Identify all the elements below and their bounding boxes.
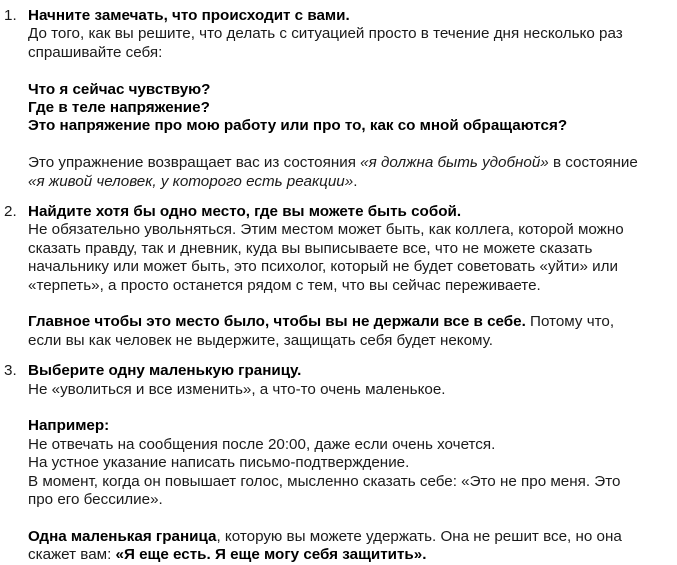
- closing-line-1: Это упражнение возвращает вас из состояния «я должна быть удобной» в состояние: [28, 154, 638, 172]
- example-line: Не отвечать на сообщения после 20:00, даже если очень хочется.: [28, 435, 496, 453]
- body-line: начальнику или может быть, это психолог, который не будет советовать «уйти» или: [28, 258, 618, 276]
- list-number: 3.: [4, 362, 17, 380]
- question: Это напряжение про мою работу или про то, как со мной обращаются?: [28, 117, 568, 135]
- question: Что я сейчас чувствую?: [28, 80, 211, 98]
- body-line: Не обязательно увольняться. Этим местом может быть, как коллега, которой можно: [28, 221, 624, 239]
- list-item-2: [0, 203, 677, 350]
- final-line-1: Одна маленькая граница, которую вы можете удержать. Она не решит все, но она: [28, 527, 622, 545]
- example-line: В момент, когда он повышает голос, мысленно сказать себе: «Это не про меня. Это: [28, 472, 621, 490]
- emphasis-line-1: Главное чтобы это место было, чтобы вы не держали все в себе. Потому что,: [28, 313, 615, 331]
- body-line: «терпеть», а просто останется рядом с тем, что вы сейчас переживаете.: [28, 276, 541, 294]
- intro-line: Не «уволиться и все изменить», а что-то очень маленькое.: [28, 380, 446, 398]
- example-heading: Например:: [28, 417, 110, 435]
- emphasis-line-2: если вы как человек не выдержите, защищать себя будет некому.: [28, 331, 493, 349]
- item-heading: Начните замечать, что происходит с вами.: [28, 7, 350, 24]
- list-item-1: [0, 7, 677, 191]
- item-heading: Выберите одну маленькую границу.: [28, 362, 302, 380]
- question: Где в теле напряжение?: [28, 99, 210, 117]
- item-heading: Найдите хотя бы одно место, где вы можете быть собой.: [28, 203, 462, 221]
- body-line: сказать правду, так и дневник, куда вы выписываете все, что не можете сказать: [28, 239, 593, 257]
- example-line: про его бессилие».: [28, 491, 163, 509]
- intro-line: До того, как вы решите, что делать с ситуацией просто в течение дня несколько раз: [28, 25, 623, 43]
- list-item-3: [0, 362, 677, 564]
- document: [0, 7, 677, 565]
- example-line: На устное указание написать письмо-подтверждение.: [28, 454, 410, 472]
- list-number: 1.: [4, 7, 17, 24]
- final-line-2: скажет вам: «Я еще есть. Я еще могу себя защитить».: [28, 546, 427, 564]
- closing-line-2: «я живой человек, у которого есть реакции».: [28, 172, 358, 190]
- list-number: 2.: [4, 203, 17, 221]
- intro-line: спрашивайте себя:: [28, 43, 163, 61]
